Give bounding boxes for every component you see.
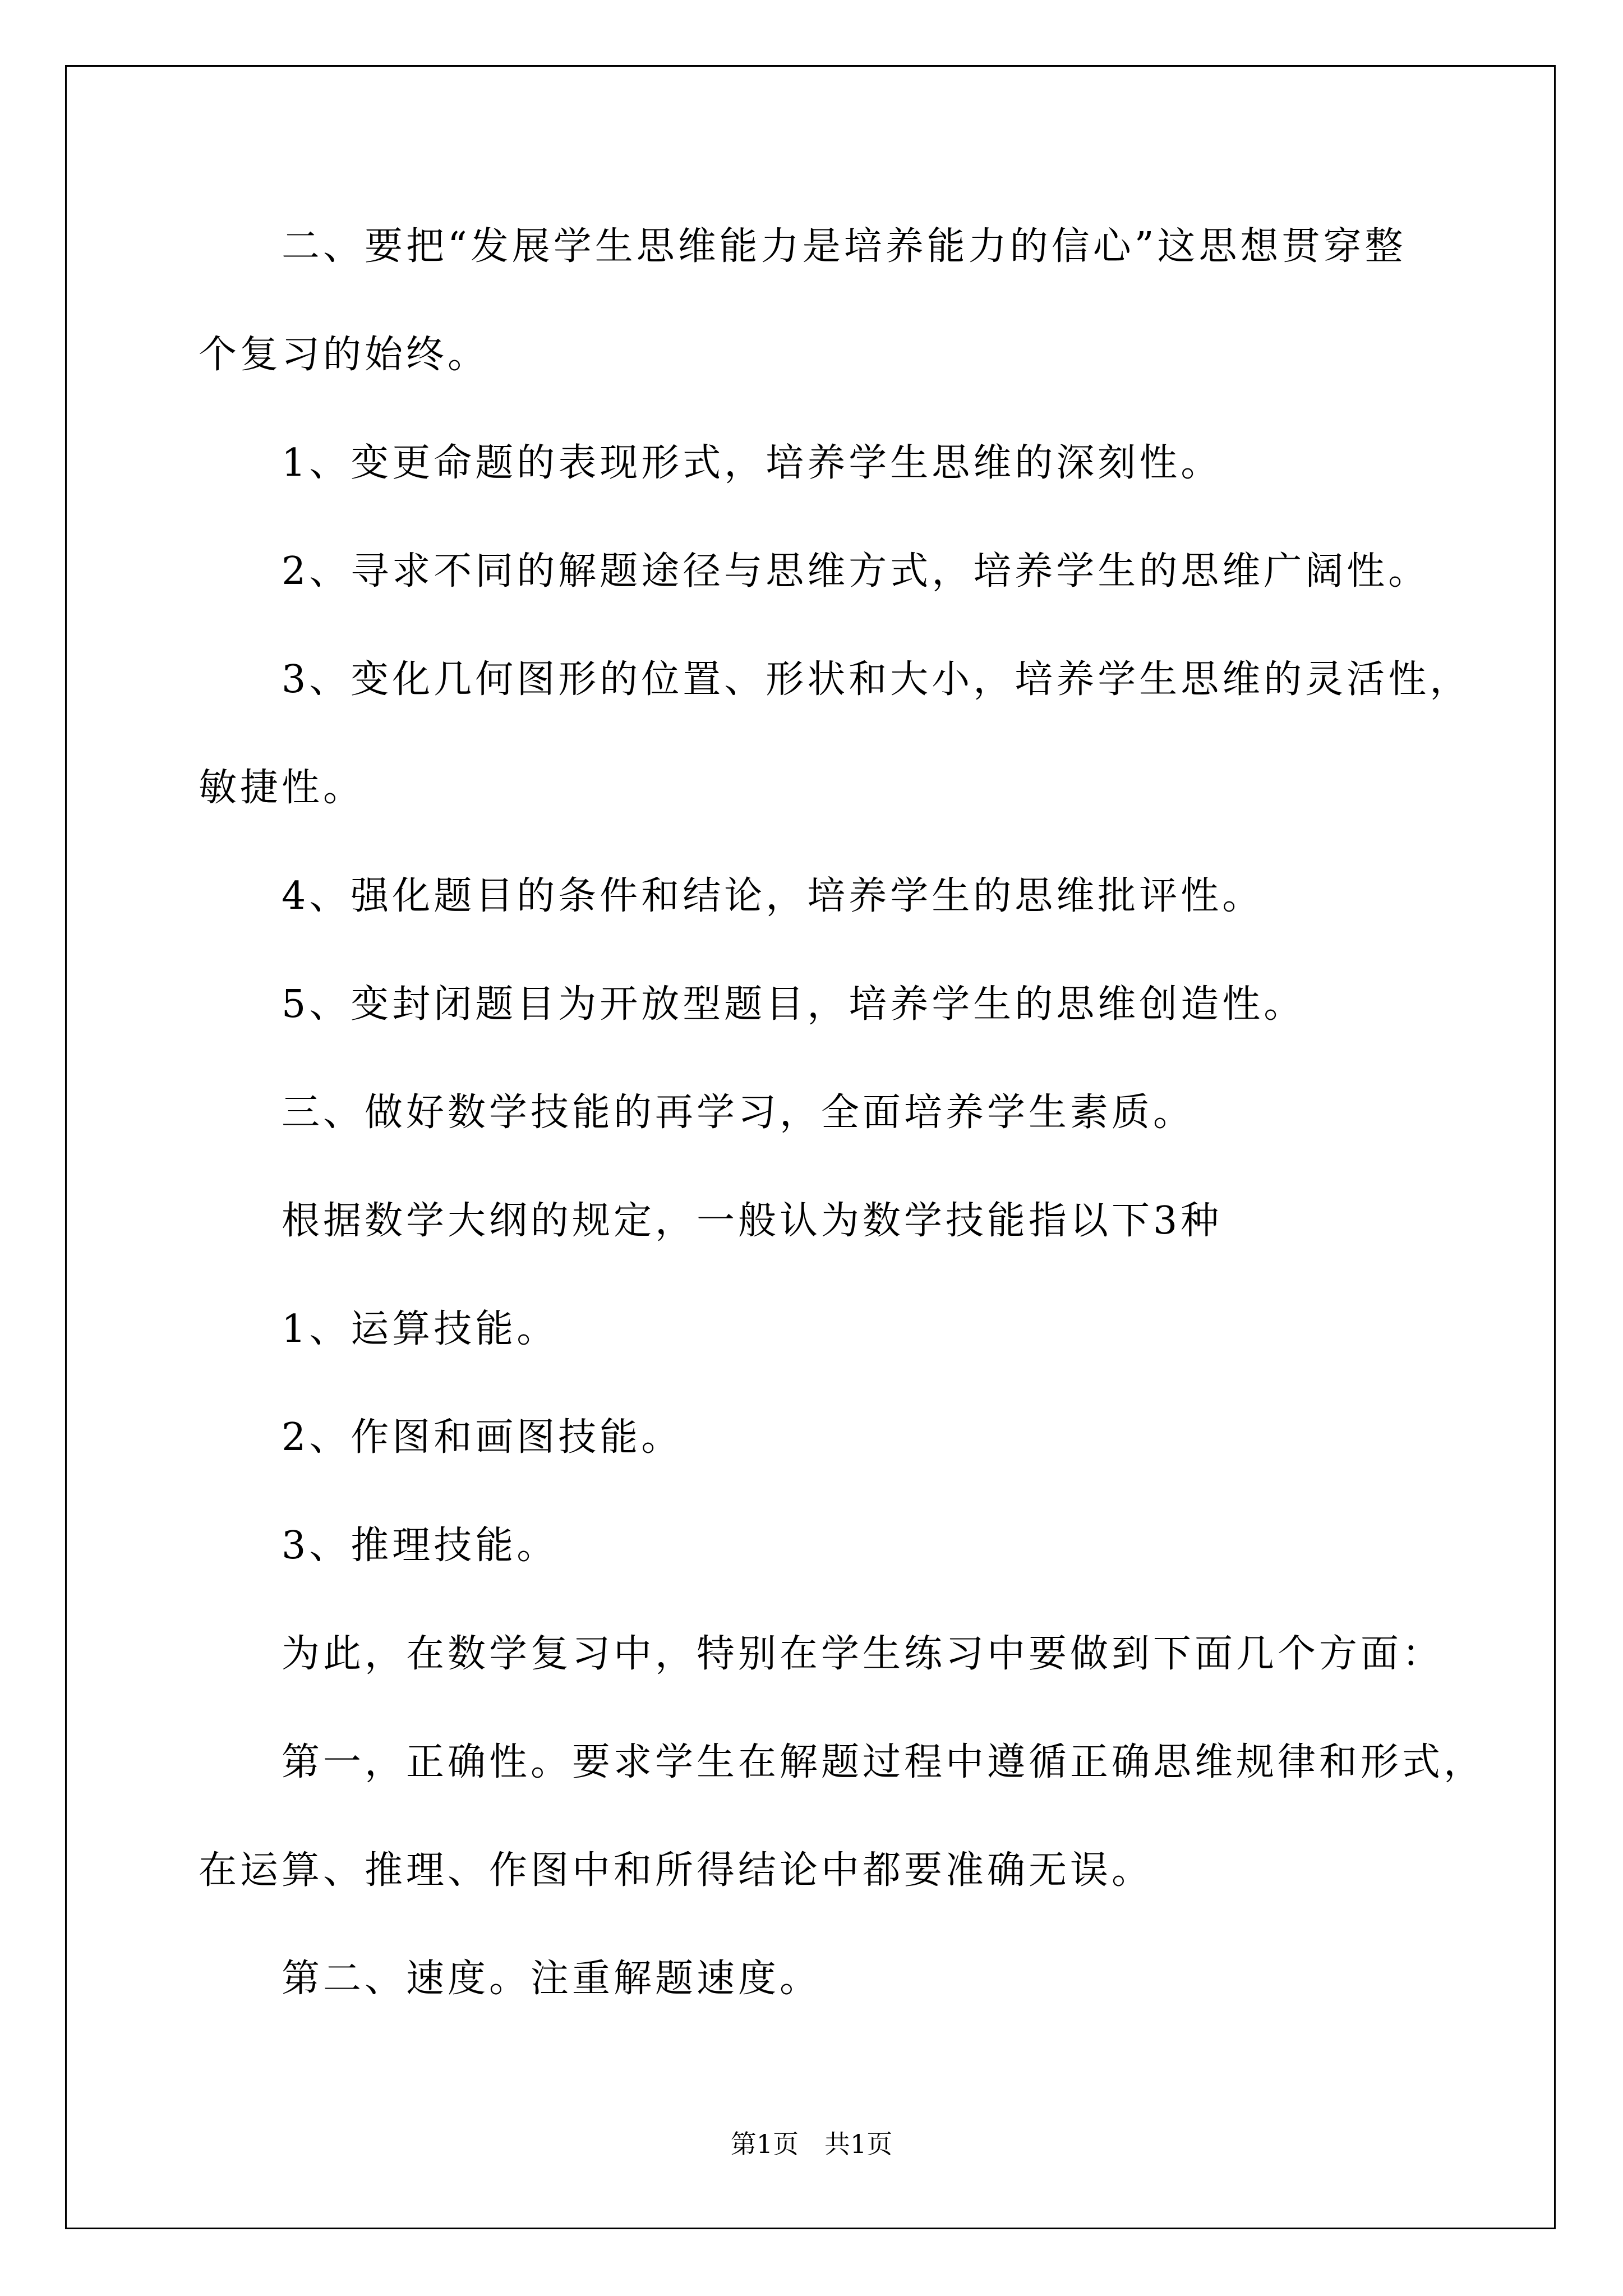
paragraph-line: 2、作图和画图技能。 (199, 1415, 683, 1460)
paragraph-line: 第二、速度。注重解题速度。 (199, 1957, 822, 2001)
paragraph-line: 在运算、推理、作图中和所得结论中都要准确无误。 (199, 1848, 1154, 1893)
paragraph-line: 个复习的始终。 (199, 333, 490, 377)
page-border (65, 65, 1556, 2229)
paragraph-line: 3、变化几何图形的位置、形状和大小，培养学生思维的灵活性， (199, 657, 1472, 702)
paragraph-line: 1、运算技能。 (199, 1307, 559, 1351)
paragraph-line: 根据数学大纲的规定，一般认为数学技能指以下3种 (199, 1199, 1223, 1243)
paragraph-line: 4、强化题目的条件和结论，培养学生的思维批评性。 (199, 874, 1264, 918)
paragraph-line: 5、变封闭题目为开放型题目，培养学生的思维创造性。 (199, 982, 1306, 1027)
page-footer: 第1页 共1页 (730, 2129, 893, 2159)
paragraph-line: 2、寻求不同的解题途径与思维方式，培养学生的思维广阔性。 (199, 549, 1430, 593)
paragraph-line: 3、推理技能。 (199, 1524, 559, 1568)
paragraph-line: 敏捷性。 (199, 766, 365, 810)
paragraph-line: 二、要把“发展学生思维能力是培养能力的信心”这思想贯穿整 (199, 224, 1407, 269)
paragraph-line: 第一，正确性。要求学生在解题过程中遵循正确思维规律和形式， (199, 1740, 1486, 1784)
paragraph-line: 三、做好数学技能的再学习，全面培养学生素质。 (199, 1091, 1195, 1135)
paragraph-line: 1、变更命题的表现形式，培养学生思维的深刻性。 (199, 441, 1223, 485)
paragraph-line: 为此，在数学复习中，特别在学生练习中要做到下面几个方面： (199, 1632, 1444, 1676)
